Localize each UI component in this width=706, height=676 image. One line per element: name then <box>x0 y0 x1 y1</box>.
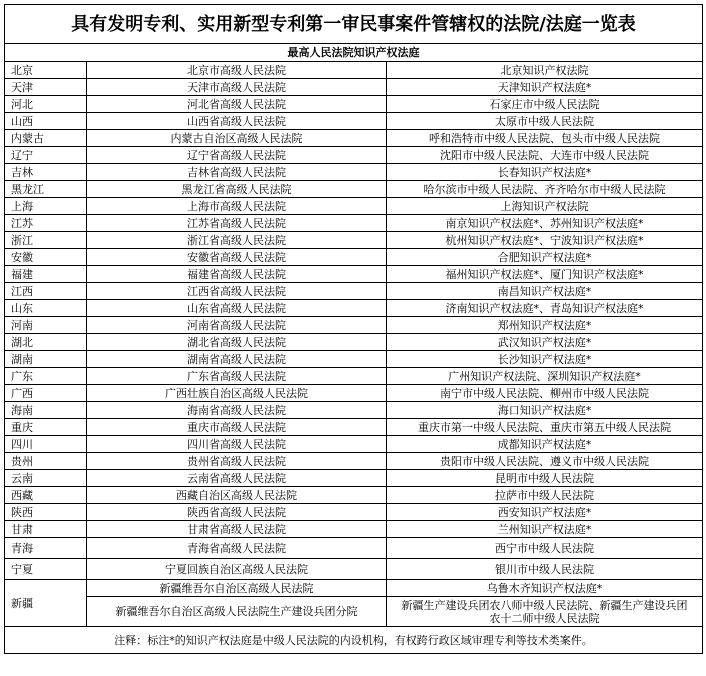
first-instance-cell: 拉萨市中级人民法院 <box>387 487 703 504</box>
table-title: 具有发明专利、实用新型专利第一审民事案件管辖权的法院/法庭一览表 <box>5 5 703 44</box>
first-instance-cell: 上海知识产权法院 <box>387 198 703 215</box>
high-court-cell: 新疆维吾尔自治区高级人民法院 <box>87 580 387 597</box>
table-row <box>5 351 703 368</box>
court-table-container <box>4 4 702 654</box>
high-court-cell: 山西省高级人民法院 <box>87 113 387 130</box>
table-row <box>5 402 703 419</box>
high-court-cell: 甘肃省高级人民法院 <box>87 521 387 538</box>
first-instance-cell: 乌鲁木齐知识产权法庭* <box>387 580 703 597</box>
first-instance-line: 新疆生产建设兵团农八师中级人民法院、新疆生产建设兵团 <box>401 598 688 612</box>
first-instance-cell: 合肥知识产权法庭* <box>387 249 703 266</box>
province-cell: 江西 <box>5 283 87 300</box>
table-row <box>5 559 703 580</box>
table-row <box>5 538 703 559</box>
high-court-cell: 湖北省高级人民法院 <box>87 334 387 351</box>
first-instance-cell: 太原市中级人民法院 <box>387 113 703 130</box>
first-instance-cell: 济南知识产权法庭*、青岛知识产权法庭* <box>387 300 703 317</box>
court-table <box>4 4 703 654</box>
table-row <box>5 300 703 317</box>
first-instance-cell: 哈尔滨市中级人民法院、齐齐哈尔市中级人民法院 <box>387 181 703 198</box>
high-court-cell: 吉林省高级人民法院 <box>87 164 387 181</box>
high-court-cell: 黑龙江省高级人民法院 <box>87 181 387 198</box>
high-court-cell: 安徽省高级人民法院 <box>87 249 387 266</box>
table-row <box>5 521 703 538</box>
high-court-cell: 广东省高级人民法院 <box>87 368 387 385</box>
province-cell: 北京 <box>5 62 87 79</box>
table-row <box>5 453 703 470</box>
first-instance-cell: 成都知识产权法庭* <box>387 436 703 453</box>
high-court-cell: 河北省高级人民法院 <box>87 96 387 113</box>
table-row <box>5 317 703 334</box>
first-instance-cell: 天津知识产权法庭* <box>387 79 703 96</box>
province-cell: 河北 <box>5 96 87 113</box>
first-instance-cell: 银川市中级人民法院 <box>387 559 703 580</box>
table-row <box>5 96 703 113</box>
table-row <box>5 232 703 249</box>
table-row <box>5 419 703 436</box>
high-court-cell: 北京市高级人民法院 <box>87 62 387 79</box>
province-cell: 内蒙古 <box>5 130 87 147</box>
province-cell: 青海 <box>5 538 87 559</box>
province-cell: 云南 <box>5 470 87 487</box>
province-cell: 河南 <box>5 317 87 334</box>
province-cell: 陕西 <box>5 504 87 521</box>
first-instance-cell <box>387 597 703 627</box>
high-court-cell: 浙江省高级人民法院 <box>87 232 387 249</box>
table-row <box>5 504 703 521</box>
table-row <box>5 164 703 181</box>
first-instance-cell: 石家庄市中级人民法院 <box>387 96 703 113</box>
high-court-cell: 内蒙古自治区高级人民法院 <box>87 130 387 147</box>
first-instance-cell: 广州知识产权法院、深圳知识产权法庭* <box>387 368 703 385</box>
table-row <box>5 62 703 79</box>
province-cell: 宁夏 <box>5 559 87 580</box>
first-instance-cell: 郑州知识产权法庭* <box>387 317 703 334</box>
province-cell: 海南 <box>5 402 87 419</box>
province-cell: 辽宁 <box>5 147 87 164</box>
first-instance-cell: 呼和浩特市中级人民法院、包头市中级人民法院 <box>387 130 703 147</box>
high-court-cell: 西藏自治区高级人民法院 <box>87 487 387 504</box>
province-cell: 山西 <box>5 113 87 130</box>
high-court-cell: 重庆市高级人民法院 <box>87 419 387 436</box>
high-court-cell: 云南省高级人民法院 <box>87 470 387 487</box>
high-court-cell: 新疆维吾尔自治区高级人民法院生产建设兵团分院 <box>87 597 387 627</box>
high-court-cell: 上海市高级人民法院 <box>87 198 387 215</box>
province-cell: 四川 <box>5 436 87 453</box>
table-row <box>5 334 703 351</box>
table-row-xinjiang <box>5 580 703 597</box>
first-instance-cell: 福州知识产权法庭*、厦门知识产权法庭* <box>387 266 703 283</box>
first-instance-cell: 西安知识产权法庭* <box>387 504 703 521</box>
first-instance-cell: 南昌知识产权法庭* <box>387 283 703 300</box>
province-cell: 福建 <box>5 266 87 283</box>
province-cell: 广东 <box>5 368 87 385</box>
high-court-cell: 辽宁省高级人民法院 <box>87 147 387 164</box>
first-instance-cell: 重庆市第一中级人民法院、重庆市第五中级人民法院 <box>387 419 703 436</box>
province-cell: 山东 <box>5 300 87 317</box>
table-row <box>5 266 703 283</box>
table-row <box>5 368 703 385</box>
high-court-cell: 陕西省高级人民法院 <box>87 504 387 521</box>
high-court-cell: 海南省高级人民法院 <box>87 402 387 419</box>
supreme-court-header: 最高人民法院知识产权法庭 <box>5 44 703 62</box>
province-cell: 西藏 <box>5 487 87 504</box>
table-row <box>5 113 703 130</box>
note-row <box>5 627 703 654</box>
high-court-cell: 山东省高级人民法院 <box>87 300 387 317</box>
first-instance-cell: 杭州知识产权法庭*、宁波知识产权法庭* <box>387 232 703 249</box>
high-court-cell: 湖南省高级人民法院 <box>87 351 387 368</box>
province-cell: 广西 <box>5 385 87 402</box>
province-cell: 上海 <box>5 198 87 215</box>
first-instance-cell: 兰州知识产权法庭* <box>387 521 703 538</box>
first-instance-cell: 武汉知识产权法庭* <box>387 334 703 351</box>
table-row <box>5 198 703 215</box>
table-row <box>5 436 703 453</box>
province-cell: 新疆 <box>5 580 87 627</box>
high-court-cell: 江苏省高级人民法院 <box>87 215 387 232</box>
first-instance-line: 农十二师中级人民法院 <box>489 611 600 625</box>
table-row <box>5 181 703 198</box>
table-row <box>5 130 703 147</box>
province-cell: 江苏 <box>5 215 87 232</box>
province-cell: 贵州 <box>5 453 87 470</box>
high-court-cell: 贵州省高级人民法院 <box>87 453 387 470</box>
first-instance-cell: 昆明市中级人民法院 <box>387 470 703 487</box>
table-row <box>5 79 703 96</box>
first-instance-cell: 长沙知识产权法庭* <box>387 351 703 368</box>
first-instance-cell: 长春知识产权法庭* <box>387 164 703 181</box>
first-instance-cell: 贵阳市中级人民法院、遵义市中级人民法院 <box>387 453 703 470</box>
table-row <box>5 215 703 232</box>
high-court-cell: 福建省高级人民法院 <box>87 266 387 283</box>
first-instance-cell: 南京知识产权法庭*、苏州知识产权法庭* <box>387 215 703 232</box>
high-court-cell: 四川省高级人民法院 <box>87 436 387 453</box>
table-row <box>5 470 703 487</box>
table-row-xinjiang-bingtuan <box>5 597 703 627</box>
high-court-cell: 青海省高级人民法院 <box>87 538 387 559</box>
table-note: 注释：标注*的知识产权法庭是中级人民法院的内设机构，有权跨行政区域审理专利等技术类案件。 <box>5 627 703 654</box>
first-instance-cell: 南宁市中级人民法院、柳州市中级人民法院 <box>387 385 703 402</box>
high-court-cell: 宁夏回族自治区高级人民法院 <box>87 559 387 580</box>
high-court-cell: 广西壮族自治区高级人民法院 <box>87 385 387 402</box>
high-court-cell: 江西省高级人民法院 <box>87 283 387 300</box>
province-cell: 湖北 <box>5 334 87 351</box>
province-cell: 黑龙江 <box>5 181 87 198</box>
table-row <box>5 487 703 504</box>
table-row <box>5 385 703 402</box>
province-cell: 吉林 <box>5 164 87 181</box>
province-cell: 安徽 <box>5 249 87 266</box>
province-cell: 重庆 <box>5 419 87 436</box>
high-court-cell: 河南省高级人民法院 <box>87 317 387 334</box>
table-row <box>5 249 703 266</box>
high-court-cell: 天津市高级人民法院 <box>87 79 387 96</box>
table-row <box>5 147 703 164</box>
table-row <box>5 283 703 300</box>
first-instance-cell: 沈阳市中级人民法院、大连市中级人民法院 <box>387 147 703 164</box>
first-instance-cell: 北京知识产权法院 <box>387 62 703 79</box>
province-cell: 甘肃 <box>5 521 87 538</box>
province-cell: 浙江 <box>5 232 87 249</box>
province-cell: 湖南 <box>5 351 87 368</box>
province-cell: 天津 <box>5 79 87 96</box>
first-instance-cell: 海口知识产权法庭* <box>387 402 703 419</box>
first-instance-cell: 西宁市中级人民法院 <box>387 538 703 559</box>
